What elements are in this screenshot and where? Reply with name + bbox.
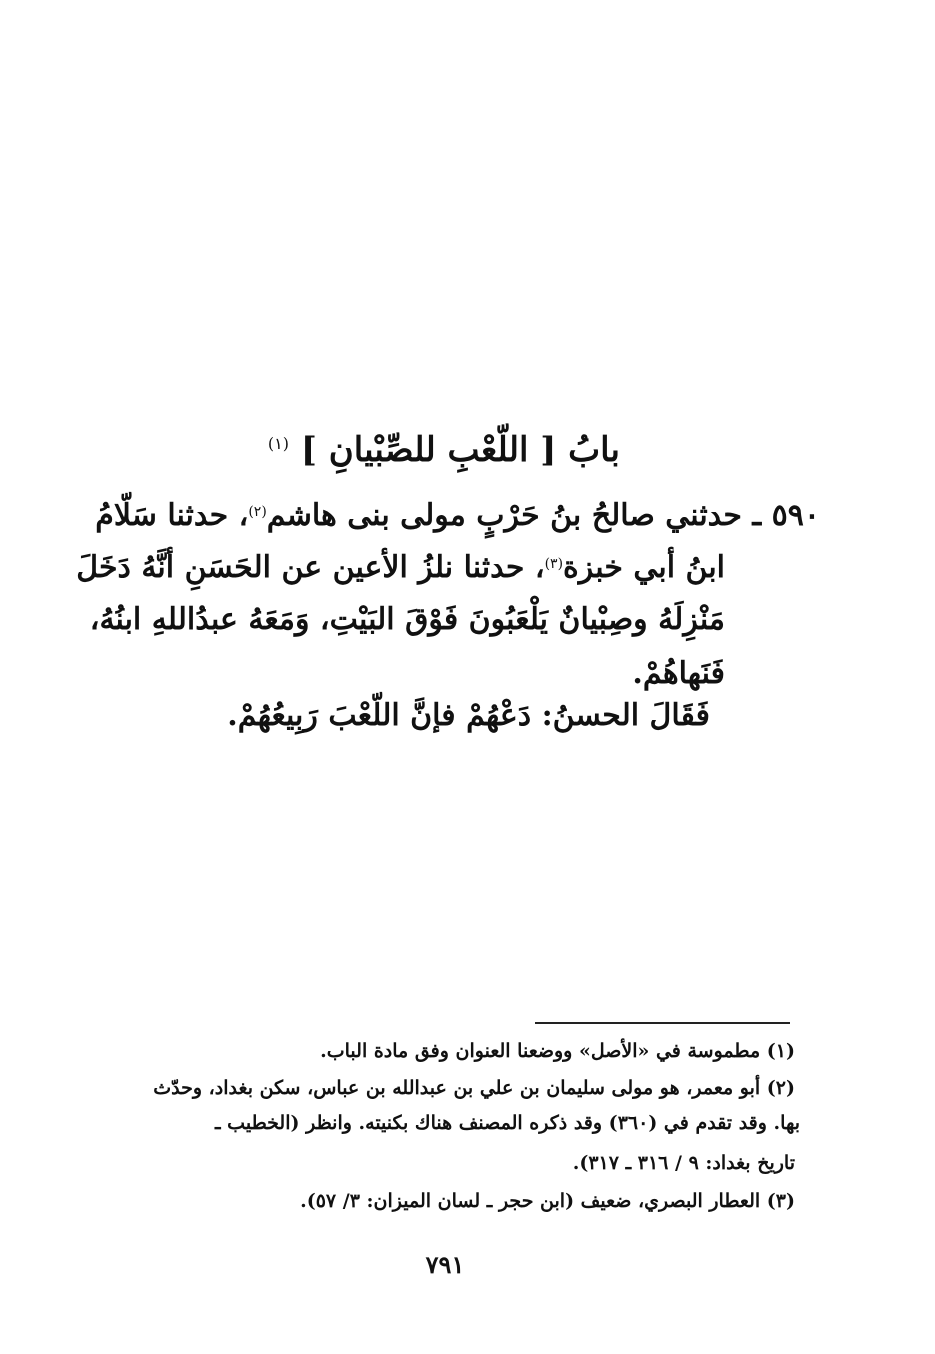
chapter-title [267, 420, 620, 480]
hadith-line-4: فَنَهاهُمْ. [632, 656, 725, 691]
footnote-2-line-3: تاريخ بغداد: ٩ / ٣١٦ ـ ٣١٧). [572, 1152, 795, 1174]
footnote-3: (٣) العطار البصري، ضعيف (ابن حجر ـ لسان الميزان: ٣/ ٥٧). [300, 1190, 795, 1212]
footnote-ref-2: (٢) [248, 504, 267, 520]
footnote-separator [535, 1022, 790, 1024]
hadith-line-1 [95, 490, 820, 542]
chapter-footnote-ref: (١) [267, 434, 289, 453]
hadith-line-2 [76, 542, 725, 594]
hadith-line-5: فَقَالَ الحسنُ: دَعْهُمْ فإنَّ اللّعْبَ رَبِيعُهُمْ. [227, 698, 710, 733]
page-number: ٧٩١ [425, 1250, 465, 1279]
hadith-line-1-text: ٥٩٠ ـ حدثني صالحُ بنُ حَرْبٍ مولى بنى هاشم [266, 498, 820, 533]
hadith-line-3: مَنْزِلَهُ وصِبْيانٌ يَلْعَبُونَ فَوْقَ البَيْتِ، وَمَعَهُ عبدُاللهِ ابنُهُ، [89, 602, 725, 637]
footnote-2-line-1: (٢) أبو معمر، هو مولى سليمان بن علي بن عبدالله بن عباس، سكن بغداد، وحدّث [153, 1077, 795, 1099]
chapter-title-text: بابُ [ اللّعْبِ للصِّبْيانِ ] [300, 430, 620, 470]
hadith-line-2-text: ابنُ أبي خبزة [563, 550, 725, 585]
hadith-line-2-end: ، حدثنا نلزُ الأعين عن الحَسَنِ أنَّهُ دَخَلَ [76, 550, 545, 585]
hadith-line-1-end: ، حدثنا سَلّامُ [95, 498, 249, 533]
footnote-ref-3: (٣) [544, 556, 564, 572]
footnote-2-line-2: بها. وقد تقدم في (٣٦٠) وقد ذكره المصنف هناك بكنيته. وانظر (الخطيب ـ [215, 1112, 800, 1134]
footnote-1: (١) مطموسة في «الأصل» ووضعنا العنوان وفق مادة الباب. [320, 1040, 795, 1062]
